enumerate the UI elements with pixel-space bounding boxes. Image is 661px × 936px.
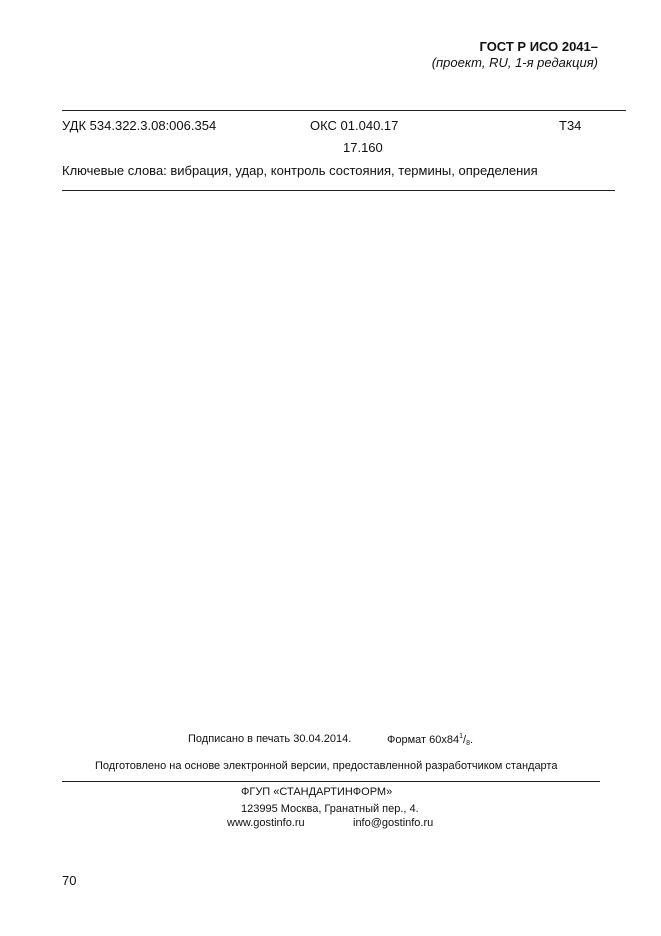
- format-numerator: 1: [459, 733, 464, 740]
- publisher-website[interactable]: www.gostinfo.ru: [227, 817, 305, 829]
- edition-note: (проект, RU, 1-я редакция): [431, 55, 598, 70]
- paper-format: Формат $60х84^1/_8$.: [387, 733, 474, 747]
- format-suffix: .: [469, 734, 474, 746]
- format-prefix: Формат 60х84: [387, 734, 460, 746]
- standard-designation: ГОСТ Р ИСО 2041–: [479, 39, 598, 54]
- publisher-email[interactable]: info@gostinfo.ru: [353, 817, 434, 829]
- oks-code-1: ОКС 01.040.17: [310, 118, 399, 133]
- page-number: 70: [62, 873, 77, 888]
- prepared-note: Подготовлено на основе электронной версии, предоставленной разработчиком стандарта: [95, 760, 558, 772]
- group-code: Т34: [559, 118, 582, 133]
- signed-date: Подписано в печать 30.04.2014.: [188, 733, 352, 745]
- keywords-divider: [62, 190, 615, 191]
- udk-code: УДК 534.322.3.08:006.354: [62, 118, 217, 133]
- imprint-divider: [62, 781, 600, 782]
- oks-code-2: 17.160: [343, 140, 383, 155]
- top-divider: [62, 110, 626, 111]
- format-denominator: 8: [466, 740, 470, 747]
- publisher-address: 123995 Москва, Гранатный пер., 4.: [241, 803, 419, 815]
- keywords: Ключевые слова: вибрация, удар, контроль состояния, термины, определения: [62, 163, 538, 178]
- publisher-name: ФГУП «СТАНДАРТИНФОРМ»: [241, 786, 393, 798]
